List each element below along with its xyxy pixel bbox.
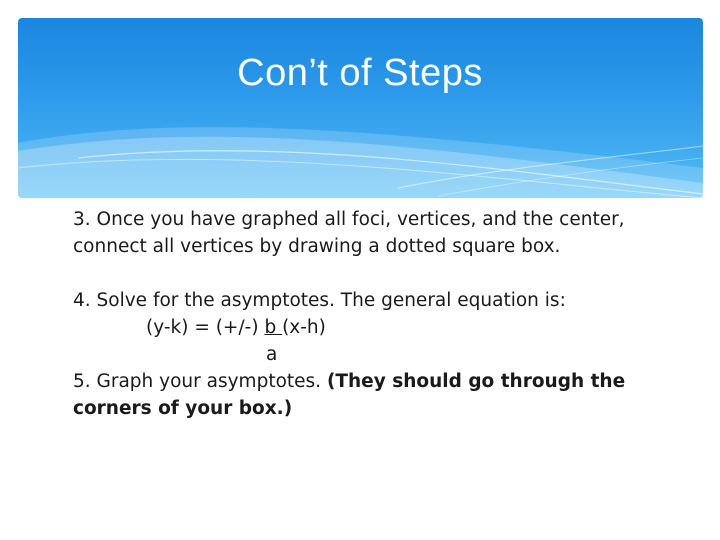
slide-title: Con’t of Steps [237, 52, 483, 94]
step-5-prefix: 5. Graph your asymptotes. [73, 371, 327, 392]
spacer [73, 260, 673, 287]
step-5-bold-line-2: corners of your box.) [73, 398, 293, 419]
equation-right: (x-h) [282, 317, 326, 338]
title-banner [18, 18, 703, 198]
step-3-line-2: connect all vertices by drawing a dotted square box. [73, 236, 561, 257]
equation-denominator: a [266, 344, 278, 365]
equation-left: (y-k) = (+/-) [146, 317, 265, 338]
step-5-line-1 [73, 368, 673, 395]
asymptote-equation [73, 314, 673, 341]
equation-numerator: b [264, 317, 283, 338]
banner-wave-decoration [18, 18, 703, 198]
step-3-line-1: 3. Once you have graphed all foci, vertices, and the center, [73, 209, 625, 230]
step-4-line-1: 4. Solve for the asymptotes. The general equation is: [73, 290, 566, 311]
step-5-bold-line-1: (They should go through the [326, 371, 626, 392]
slide-body [73, 206, 673, 422]
